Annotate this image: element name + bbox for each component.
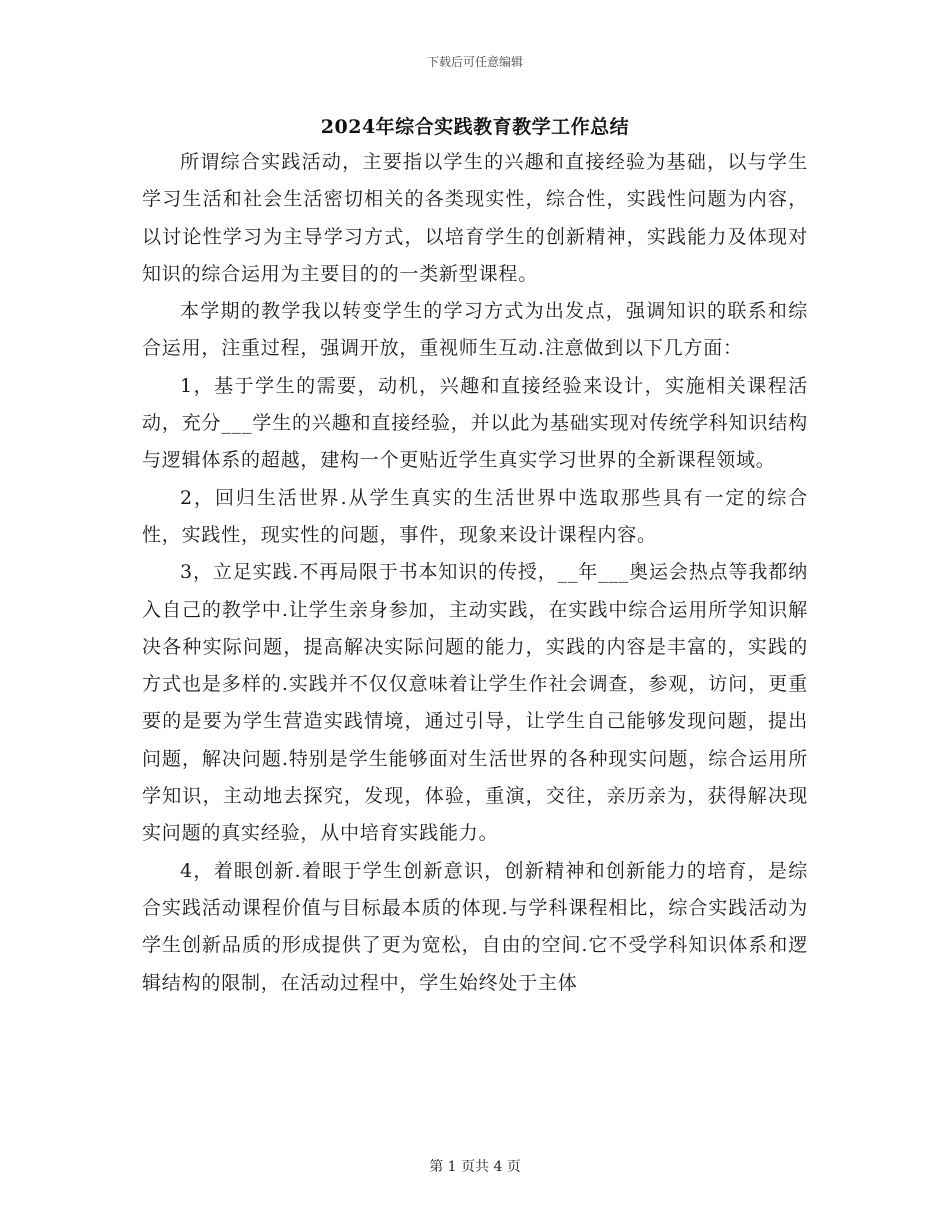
page-number-footer: 第 1 页共 4 页 xyxy=(429,1159,521,1175)
paragraph: 本学期的教学我以转变学生的学习方式为出发点，强调知识的联系和综合运用，注重过程，强调开放，重视师生互动.注意做到以下几方面： xyxy=(142,300,808,360)
paragraph: 4，着眼创新.着眼于学生创新意识，创新精神和创新能力的培育，是综合实践活动课程价值与目标最本质的体现.与学科课程相比，综合实践活动为学生创新品质的形成提供了更为宽松，自由的空间.它不受学科知识体系和逻辑结构的限制，在活动过程中，学生始终处于主体 xyxy=(142,859,808,994)
header-note: 下载后可任意编辑 xyxy=(426,55,523,69)
paragraph: 1，基于学生的需要，动机，兴趣和直接经验来设计，实施相关课程活动，充分___学生的兴趣和直接经验，并以此为基础实现对传统学科知识结构与逻辑体系的超越，建构一个更贴近学生真实学习世界的全新课程领域。 xyxy=(142,374,808,472)
paragraph: 3，立足实践.不再局限于书本知识的传授，__年___奥运会热点等我都纳入自己的教学中.让学生亲身参加，主动实践，在实践中综合运用所学知识解决各种实际问题，提高解决实际问题的能力，实践的内容是丰富的，实践的方式也是多样的.实践并不仅仅意味着让学生作社会调查，参观，访问，更重要的是要为学生营造实践情境，通过引导，让学生自己能够发现问题，提出问题，解决问题.特别是学生能够面对生活世界的各种现实问题，综合运用所学知识，主动地去探究，发现，体验，重演，交往，亲历亲为，获得解决现实问题的真实经验，从中培育实践能力。 xyxy=(142,561,808,845)
paragraph: 2，回归生活世界.从学生真实的生活世界中选取那些具有一定的综合性，实践性，现实性的问题，事件，现象来设计课程内容。 xyxy=(142,486,808,546)
paragraph: 所谓综合实践活动，主要指以学生的兴趣和直接经验为基础，以与学生学习生活和社会生活密切相关的各类现实性，综合性，实践性问题为内容，以讨论性学习为主导学习方式，以培育学生的创新精神，实践能力及体现对知识的综合运用为主要目的的一类新型课程。 xyxy=(142,151,808,285)
document-title: 2024年综合实践教育教学工作总结 xyxy=(320,116,630,138)
document-body xyxy=(142,144,808,1002)
